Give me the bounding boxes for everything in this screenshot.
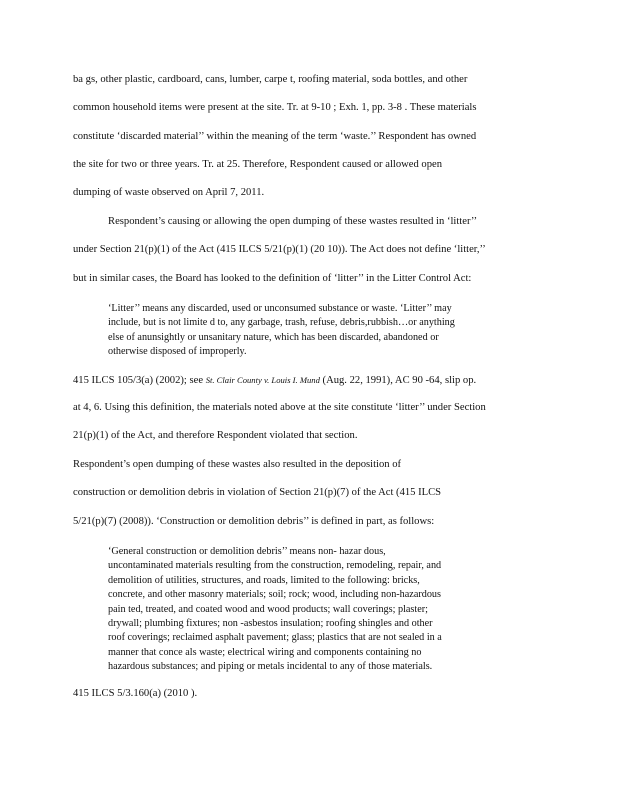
text-line: the site for two or three years. Tr. at 25. Therefore, Respondent caused or allowed open xyxy=(73,159,443,170)
quote-line: roof coverings; reclaimed asphalt pavement; glass; plastics that are not sealed in a xyxy=(108,632,442,644)
quote-line: uncontaminated materials resulting from the construction, remodeling, repair, and xyxy=(108,560,442,572)
citation-suffix: (Aug. 22, 1991), AC 90 -64, slip op. xyxy=(319,375,477,386)
text-line: dumping of waste observed on April 7, 2011. xyxy=(73,187,265,198)
quote-line: pain ted, treated, and coated wood and wood products; wall coverings; plaster; xyxy=(108,603,428,615)
text-line: Respondent’s causing or allowing the open dumping of these wastes resulted in ‘litter’’ xyxy=(108,216,478,227)
text-line: ba gs, other plastic, cardboard, cans, lumber, carpe t, roofing material, soda bottles, and other xyxy=(73,74,468,85)
block-quote-construction-debris xyxy=(108,545,508,675)
quote-line: else of anunsightly or unsanitary nature, which has been discarded, abandoned or xyxy=(108,331,439,343)
quote-line: concrete, and other masonry materials; soil; rock; wood, including non-hazardous xyxy=(108,589,441,601)
quote-line: manner that conce als waste; electrical wiring and components containing no xyxy=(108,646,422,658)
text-line: 5/21(p)(7) (2008)). ‘Construction or demolition debris’’ is defined in part, as follows: xyxy=(73,516,435,527)
text-line: at 4, 6. Using this definition, the materials noted above at the site constitute ‘litter’’ under Section xyxy=(73,402,486,413)
citation-prefix: 415 ILCS 105/3(a) (2002); see xyxy=(73,375,206,386)
text-line: constitute ‘discarded material’’ within the meaning of the term ‘waste.’’ Respondent has owned xyxy=(73,131,477,142)
text-line: under Section 21(p)(1) of the Act (415 ILCS 5/21(p)(1) (20 10)). The Act does not define ‘litter,’’ xyxy=(73,244,486,255)
citation-line xyxy=(73,373,545,388)
quote-line: ‘General construction or demolition debris’’ means non- hazar dous, xyxy=(108,546,386,557)
case-name: St. Clair County v. Louis I. Mund xyxy=(205,375,320,385)
quote-line: hazardous substances; and piping or metals incidental to any of those materials. xyxy=(108,661,433,673)
quote-line: drywall; plumbing fixtures; non -asbestos insulation; roofing shingles and other xyxy=(108,618,433,630)
quote-line: ‘Litter’’ means any discarded, used or unconsumed substance or waste. ‘Litter’’ may xyxy=(108,303,452,314)
quote-line: otherwise disposed of improperly. xyxy=(108,346,247,358)
text-line: construction or demolition debris in violation of Section 21(p)(7) of the Act (415 ILCS xyxy=(73,487,442,498)
block-quote-litter xyxy=(108,302,508,360)
quote-line: include, but is not limite d to, any garbage, trash, refuse, debris,rubbish…or anything xyxy=(108,317,455,329)
text-line: 415 ILCS 5/3.160(a) (2010 ). xyxy=(73,688,198,699)
text-line: 21(p)(1) of the Act, and therefore Respondent violated that section. xyxy=(73,430,358,441)
text-line: common household items were present at the site. Tr. at 9-10 ; Exh. 1, pp. 3-8 . These materials xyxy=(73,102,477,113)
text-line: but in similar cases, the Board has looked to the definition of ‘litter’’ in the Litter Control Act: xyxy=(73,273,472,284)
quote-line: demolition of utilities, structures, and roads, limited to the following: bricks, xyxy=(108,574,420,586)
text-line: Respondent’s open dumping of these wastes also resulted in the deposition of xyxy=(73,459,402,470)
